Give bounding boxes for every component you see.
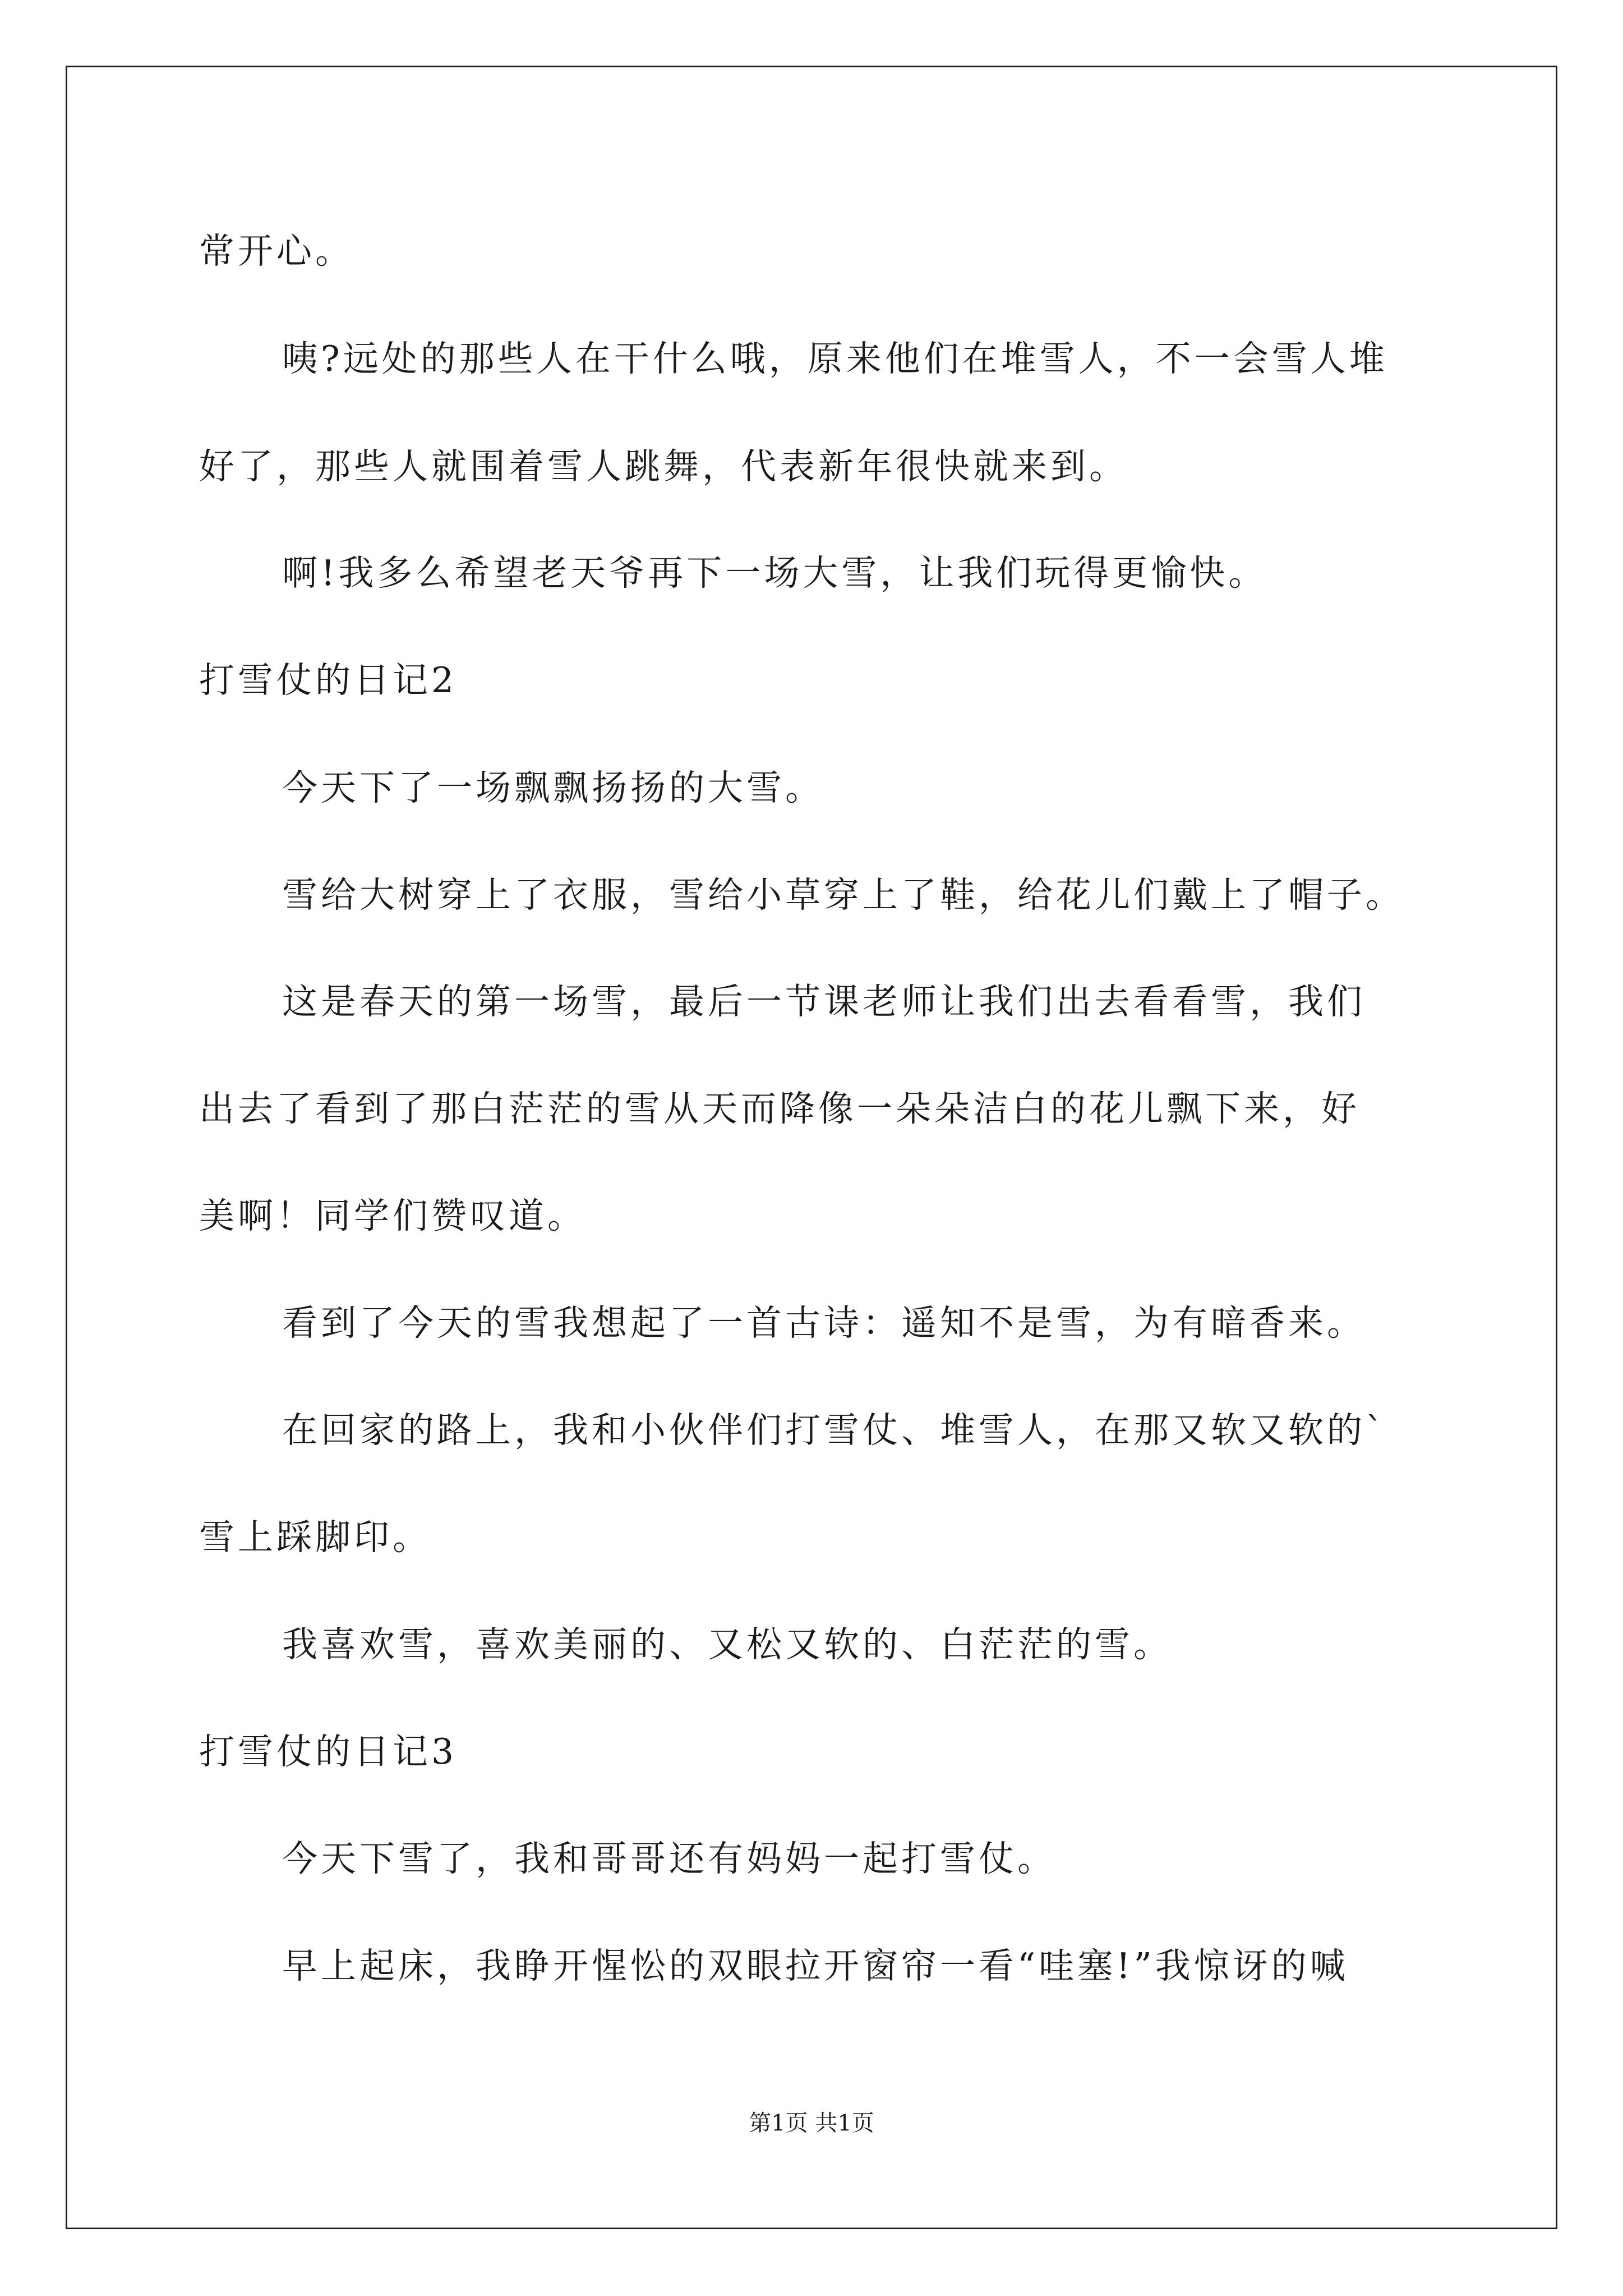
paragraph-line: 雪上踩脚印。 bbox=[199, 1517, 431, 1558]
paragraph-line: 早上起床，我睁开惺忪的双眼拉开窗帘一看“哇塞!”我惊讶的喊 bbox=[282, 1945, 1349, 1986]
page-footer: 第1页 共1页 bbox=[749, 2110, 874, 2136]
paragraph-line: 今天下雪了，我和哥哥还有妈妈一起打雪仗。 bbox=[282, 1838, 1056, 1879]
paragraph-line: 常开心。 bbox=[199, 231, 354, 272]
section-heading: 打雪仗的日记2 bbox=[199, 660, 458, 701]
paragraph-line: 出去了看到了那白茫茫的雪从天而降像一朵朵洁白的花儿飘下来，好 bbox=[199, 1088, 1360, 1129]
paragraph-line: 这是春天的第一场雪，最后一节课老师让我们出去看看雪，我们 bbox=[282, 981, 1366, 1022]
page-border bbox=[66, 66, 1557, 2229]
paragraph-line: 在回家的路上，我和小伙伴们打雪仗、堆雪人，在那又软又软的` bbox=[282, 1410, 1387, 1451]
paragraph-line: 好了，那些人就围着雪人跳舞，代表新年很快就来到。 bbox=[199, 446, 1128, 487]
paragraph-line: 今天下了一场飘飘扬扬的大雪。 bbox=[282, 767, 824, 808]
paragraph-line: 美啊！同学们赞叹道。 bbox=[199, 1195, 586, 1236]
paragraph-line: 啊!我多么希望老天爷再下一场大雪，让我们玩得更愉快。 bbox=[282, 553, 1267, 593]
paragraph-line: 看到了今天的雪我想起了一首古诗：遥知不是雪，为有暗香来。 bbox=[282, 1303, 1366, 1343]
section-heading: 打雪仗的日记3 bbox=[199, 1731, 458, 1772]
paragraph-line: 我喜欢雪，喜欢美丽的、又松又软的、白茫茫的雪。 bbox=[282, 1624, 1172, 1665]
paragraph-line: 咦?远处的那些人在干什么哦，原来他们在堆雪人，不一会雪人堆 bbox=[282, 338, 1388, 379]
paragraph-line: 雪给大树穿上了衣服，雪给小草穿上了鞋，给花儿们戴上了帽子。 bbox=[282, 875, 1404, 915]
